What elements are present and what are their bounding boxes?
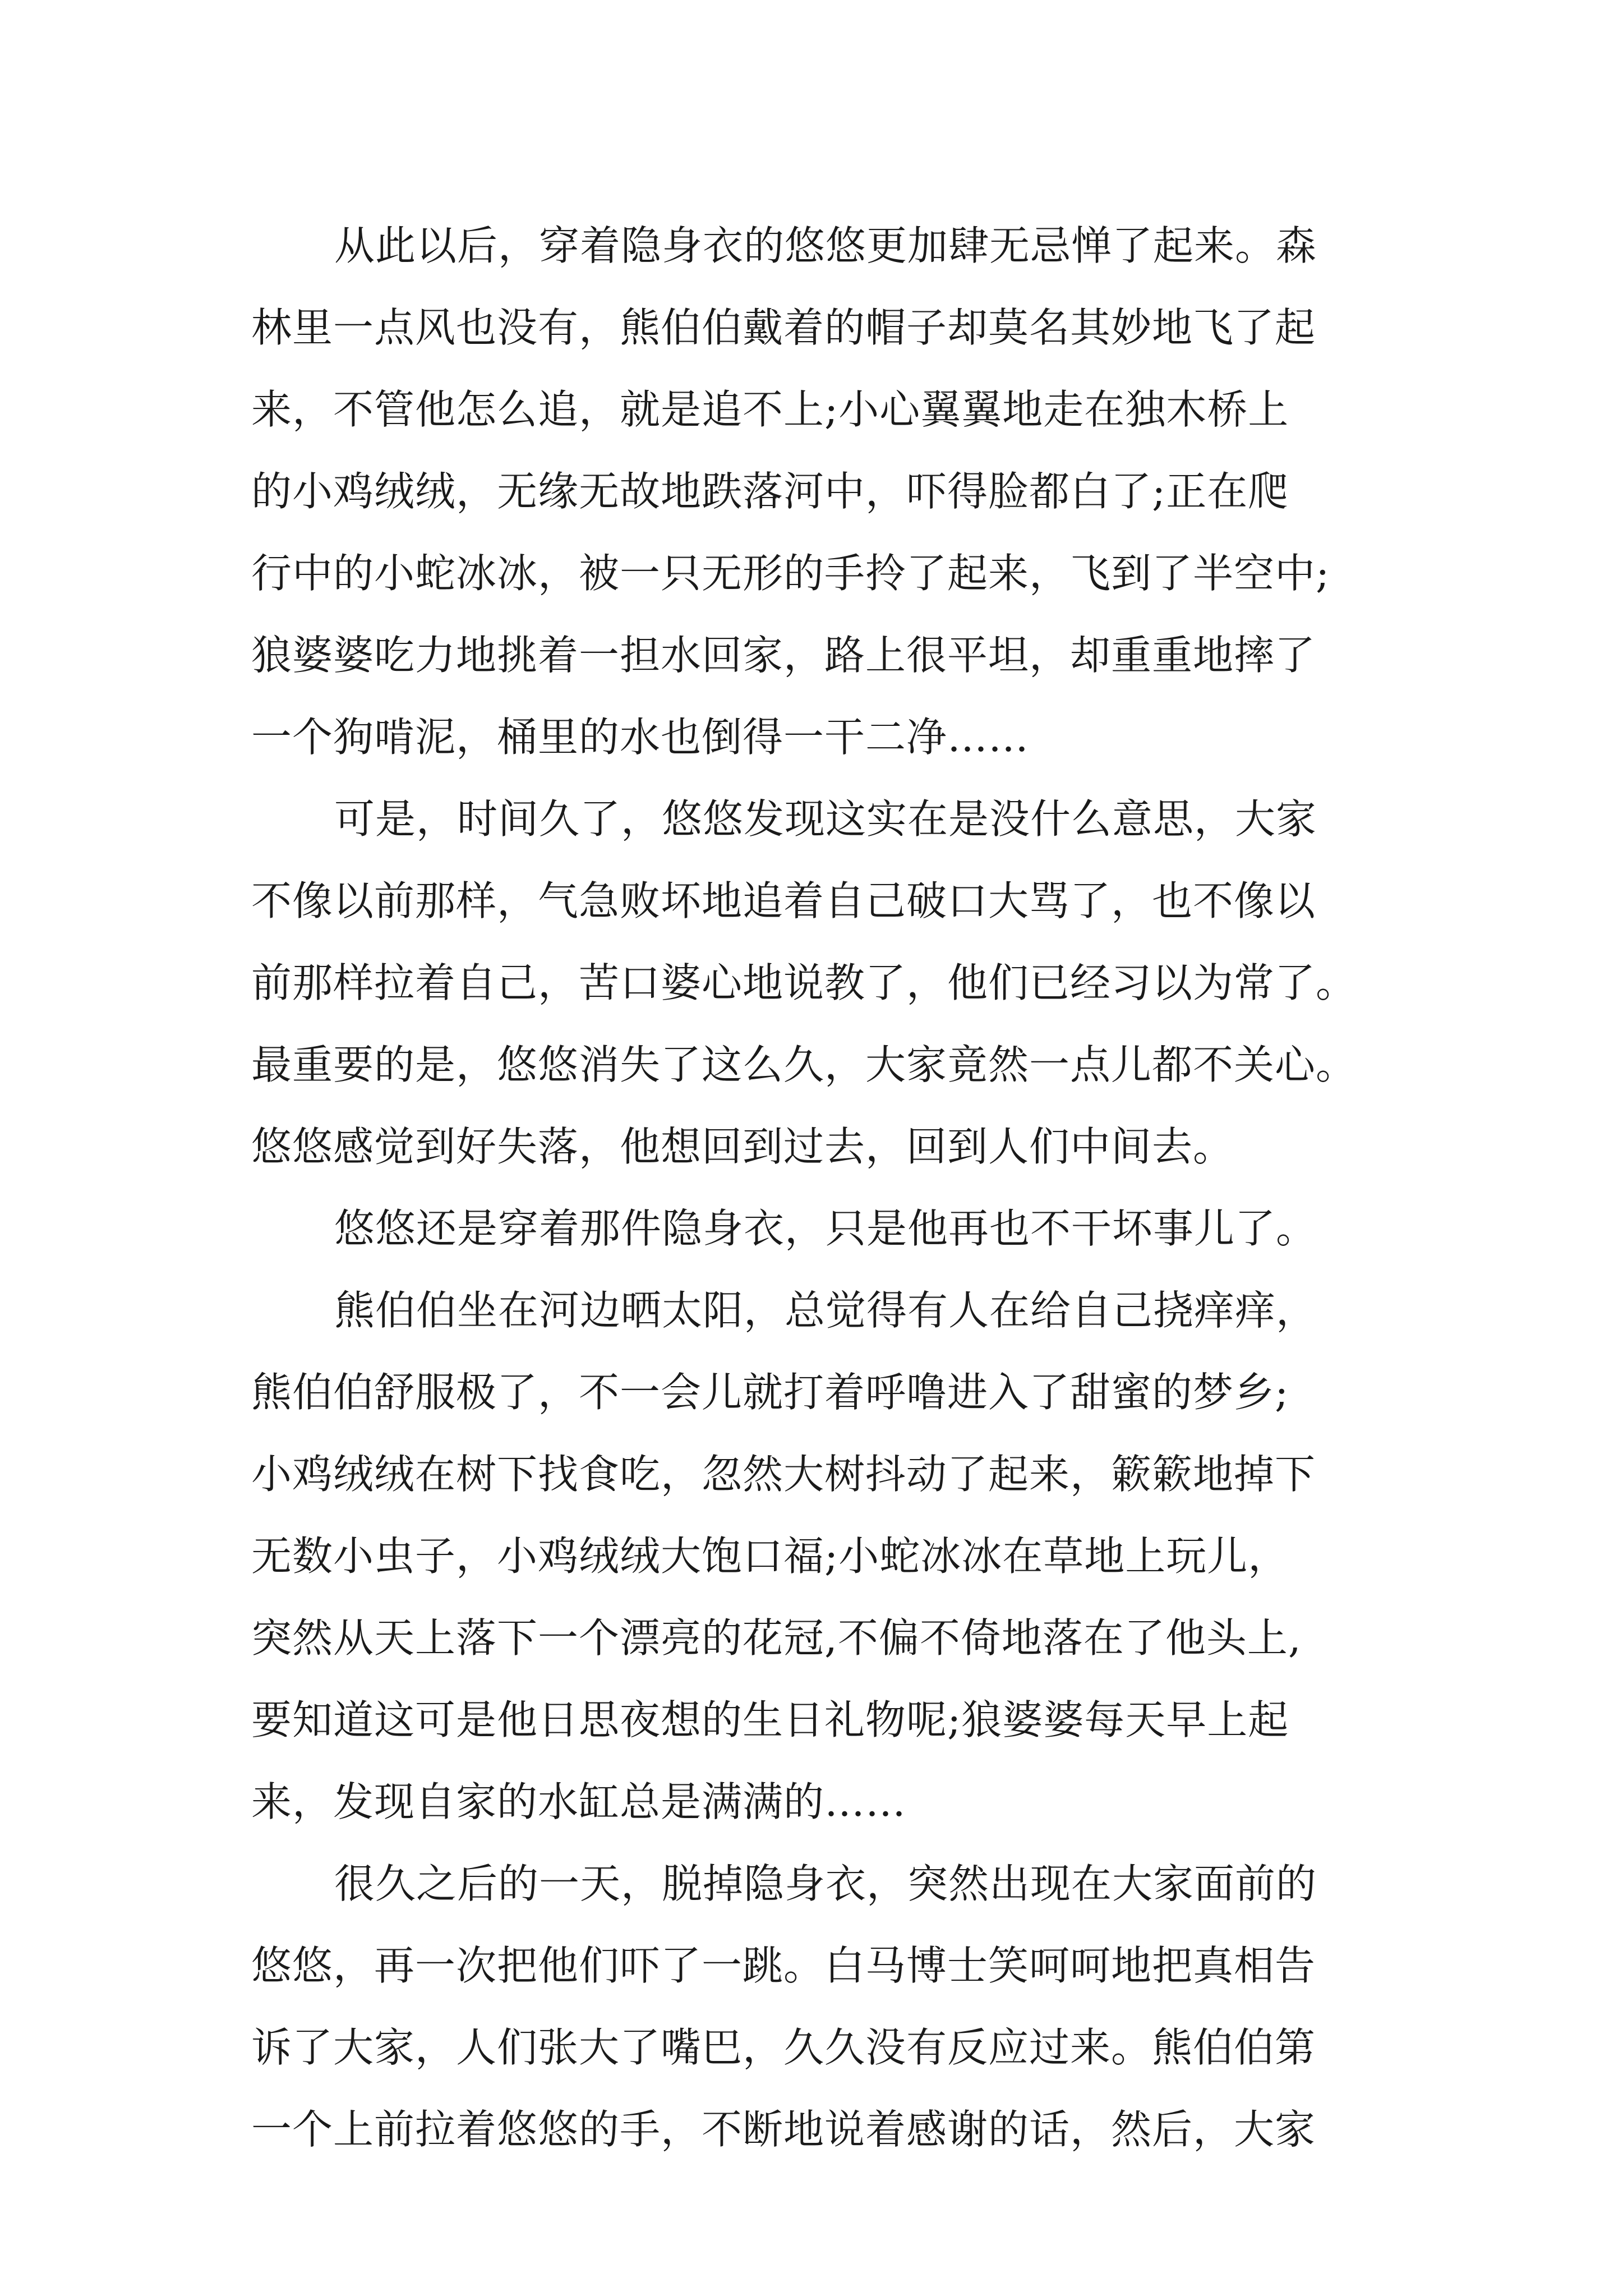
paragraph: [251, 1843, 1395, 2170]
paragraph: [251, 1188, 1395, 1269]
text-line: 要知道这可是他日思夜想的生日礼物呢;狼婆婆每天早上起: [251, 1696, 1289, 1743]
text-line: 无数小虫子，小鸡绒绒大饱口福;小蛇冰冰在草地上玩儿，: [251, 1533, 1289, 1580]
text-line: 不像以前那样，气急败坏地追着自己破口大骂了，也不像以: [251, 877, 1316, 924]
text-line: 突然从天上落下一个漂亮的花冠,不偏不倚地落在了他头上,: [251, 1614, 1302, 1662]
text-line: 熊伯伯舒服极了，不一会儿就打着呼噜进入了甜蜜的梦乡;: [251, 1369, 1289, 1416]
text-line: 前那样拉着自己，苦口婆心地说教了，他们已经习以为常了。: [251, 959, 1357, 1006]
text-line: 来，发现自家的水缸总是满满的……: [251, 1778, 907, 1825]
paragraph: [251, 205, 1395, 778]
text-line: 林里一点风也没有，熊伯伯戴着的帽子却莫名其妙地飞了起: [251, 304, 1316, 351]
text-line: 一个狗啃泥，桶里的水也倒得一干二净……: [251, 714, 1030, 761]
text-line: 很久之后的一天，脱掉隐身衣，突然出现在大家面前的: [334, 1860, 1317, 1907]
text-line: 悠悠还是穿着那件隐身衣，只是他再也不干坏事儿了。: [334, 1205, 1317, 1252]
text-line: 熊伯伯坐在河边晒太阳，总觉得有人在给自己挠痒痒，: [334, 1287, 1317, 1334]
text-line: 悠悠，再一次把他们吓了一跳。白马博士笑呵呵地把真相告: [251, 1942, 1316, 1989]
text-line: 小鸡绒绒在树下找食吃，忽然大树抖动了起来，簌簌地掉下: [251, 1451, 1316, 1498]
text-line: 狼婆婆吃力地挑着一担水回家，路上很平坦，却重重地摔了: [251, 632, 1316, 679]
story-text: [251, 205, 1395, 2170]
text-line: 的小鸡绒绒，无缘无故地跌落河中，吓得脸都白了;正在爬: [251, 468, 1289, 515]
text-line: 一个上前拉着悠悠的手，不断地说着感谢的话，然后，大家: [251, 2106, 1316, 2153]
text-line: 可是，时间久了，悠悠发现这实在是没什么意思，大家: [334, 795, 1317, 843]
text-line: 悠悠感觉到好失落，他想回到过去，回到人们中间去。: [251, 1123, 1234, 1170]
text-line: 来，不管他怎么追，就是追不上;小心翼翼地走在独木桥上: [251, 386, 1289, 433]
text-line: 诉了大家，人们张大了嘴巴，久久没有反应过来。熊伯伯第: [251, 2024, 1316, 2071]
text-line: 最重要的是，悠悠消失了这么久，大家竟然一点儿都不关心。: [251, 1041, 1357, 1088]
text-line: 行中的小蛇冰冰，被一只无形的手拎了起来，飞到了半空中;: [251, 550, 1330, 597]
text-line: 从此以后，穿着隐身衣的悠悠更加肆无忌惮了起来。森: [334, 222, 1317, 269]
paragraph: [251, 778, 1395, 1188]
paragraph: [251, 1269, 1395, 1843]
